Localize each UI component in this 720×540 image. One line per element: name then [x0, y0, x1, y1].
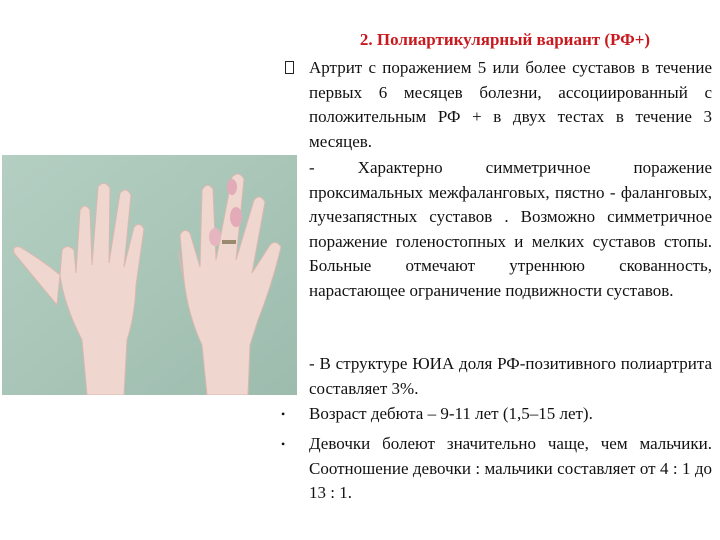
item-text: - В структуре ЮИА доля РФ-позитивного полиартрита составляет 3%. — [309, 354, 712, 398]
hands-photo — [2, 155, 297, 395]
bullet-icon: • — [281, 437, 286, 451]
item-text: Артрит с поражением 5 или более суставов в течение первых 6 месяцев болезни, ассоциированный с положительным РФ + в двух тестах в течение 3 месяцев. — [309, 58, 712, 151]
list-item — [281, 402, 712, 427]
bullet-icon: • — [281, 407, 286, 421]
item-text: Возраст дебюта – 9-11 лет (1,5–15 лет). — [309, 404, 593, 423]
item-text: - Характерно симметричное поражение проксимальных межфаланговых, пястно - фаланговых, лучезапястных суставов . Возможно симметричное поражение голеностопных и мелких суставов стопы. Больные отмечают утреннюю скованность, нарастающее ограничение подвижности суставов. — [309, 158, 712, 300]
item-text: Девочки болеют значительно чаще, чем мальчики. Соотношение девочки : мальчики составляет от 4 : 1 до 13 : 1. — [309, 434, 712, 502]
list-item — [309, 56, 712, 154]
list-item — [309, 156, 712, 303]
checkbox-icon — [285, 61, 294, 74]
list-item — [281, 432, 712, 506]
slide-title: 2. Полиартикулярный вариант (РФ+) — [359, 30, 651, 49]
list-item — [309, 352, 712, 401]
